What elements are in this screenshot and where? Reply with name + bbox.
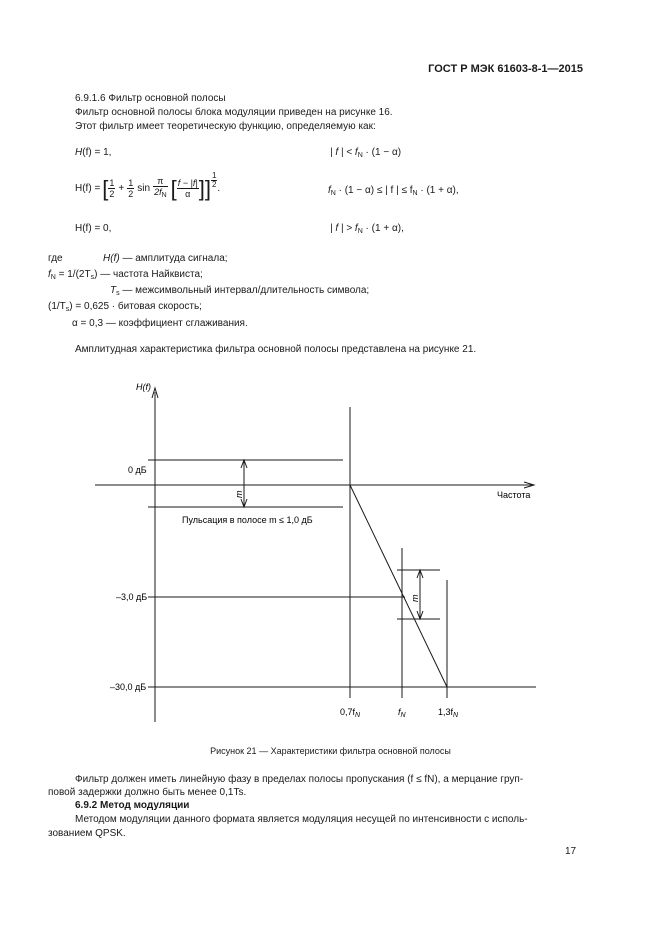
x-tick-fn: $f_N$ bbox=[398, 707, 406, 719]
definition-4: $(1/T_s) = 0,625$ · битовая скорость; bbox=[48, 301, 202, 313]
figure-reference: Амплитудная характеристика фильтра основной полосы представлена на рисунке 21. bbox=[75, 344, 477, 355]
formula-3-left: H(f) = 0, bbox=[75, 223, 112, 234]
para-after-line-1: Фильтр должен иметь линейную фазу в пределах полосы пропускания (f ≤ fN), а мерцание груп- bbox=[75, 774, 524, 785]
y-tick-0db: 0 дБ bbox=[128, 465, 147, 475]
para-mod-line-1: Методом модуляции данного формата является модуляция несущей по интенсивности с исполь- bbox=[75, 814, 528, 825]
formula-1-condition: | f | < $f_N \cdot (1 - \alpha)$ bbox=[330, 147, 402, 159]
formula-3-condition: | f | > $f_N \cdot (1 + \alpha)$, bbox=[330, 223, 404, 235]
subsection-title: 6.9.2 Метод модуляции bbox=[75, 800, 190, 811]
formula-1-left: H(f) = 1, bbox=[75, 147, 112, 158]
definition-3: $T_s$ — межсимвольный интервал/длительность символа; bbox=[110, 285, 370, 297]
ripple-annotation: Пульсация в полосе m ≤ 1,0 дБ bbox=[182, 515, 313, 525]
x-tick-1-3fn: $1,3f_N$ bbox=[438, 707, 459, 719]
x-axis-label: Частота bbox=[497, 490, 531, 500]
y-tick-30db: –30,0 дБ bbox=[110, 682, 147, 692]
section-title: 6.9.1.6 Фильтр основной полосы bbox=[75, 93, 226, 104]
tolerance-m-label: m bbox=[410, 594, 420, 602]
y-tick-3db: –3,0 дБ bbox=[116, 592, 148, 602]
figure-caption: Рисунок 21 — Характеристики фильтра основной полосы bbox=[210, 746, 451, 756]
definition-1: H(f) — амплитуда сигнала; bbox=[103, 253, 228, 264]
para-after-line-2: повой задержки должно быть менее 0,1Ts. bbox=[48, 787, 247, 798]
intro-line-1: Фильтр основной полосы блока модуляции приведен на рисунке 16. bbox=[75, 107, 393, 118]
intro-line-2: Этот фильтр имеет теоретическую функцию, определяемую как: bbox=[75, 121, 376, 132]
y-axis-label: H(f) bbox=[136, 382, 151, 392]
para-mod-line-2: зованием QPSK. bbox=[48, 828, 126, 839]
response-slope bbox=[350, 485, 447, 687]
x-tick-0-7fn: $0,7f_N$ bbox=[340, 707, 361, 719]
formula-2-left: H(f) = [ $\frac{1}{2}$ + $\frac{1}{2}$ sin $\frac{\pi}{2f_N}$ [ $\frac{f - |f|}{\alpha}$ ]] $\frac{1}{2}$ . bbox=[75, 170, 221, 201]
frequency-response-chart bbox=[0, 370, 661, 730]
definition-5: α = 0,3 — коэффициент сглаживания. bbox=[72, 318, 248, 329]
definitions-where: где bbox=[48, 253, 63, 264]
definition-2: $f_N = 1/(2T_s)$ — частота Найквиста; bbox=[48, 269, 203, 281]
formula-2-condition: $f_N \cdot (1 - \alpha)$ ≤ | f | ≤ $f_N \cdot (1 + \alpha)$, bbox=[328, 185, 459, 197]
document-header: ГОСТ Р МЭК 61603-8-1—2015 bbox=[428, 63, 583, 75]
ripple-m-label: m bbox=[234, 490, 244, 498]
page-number: 17 bbox=[565, 846, 577, 857]
